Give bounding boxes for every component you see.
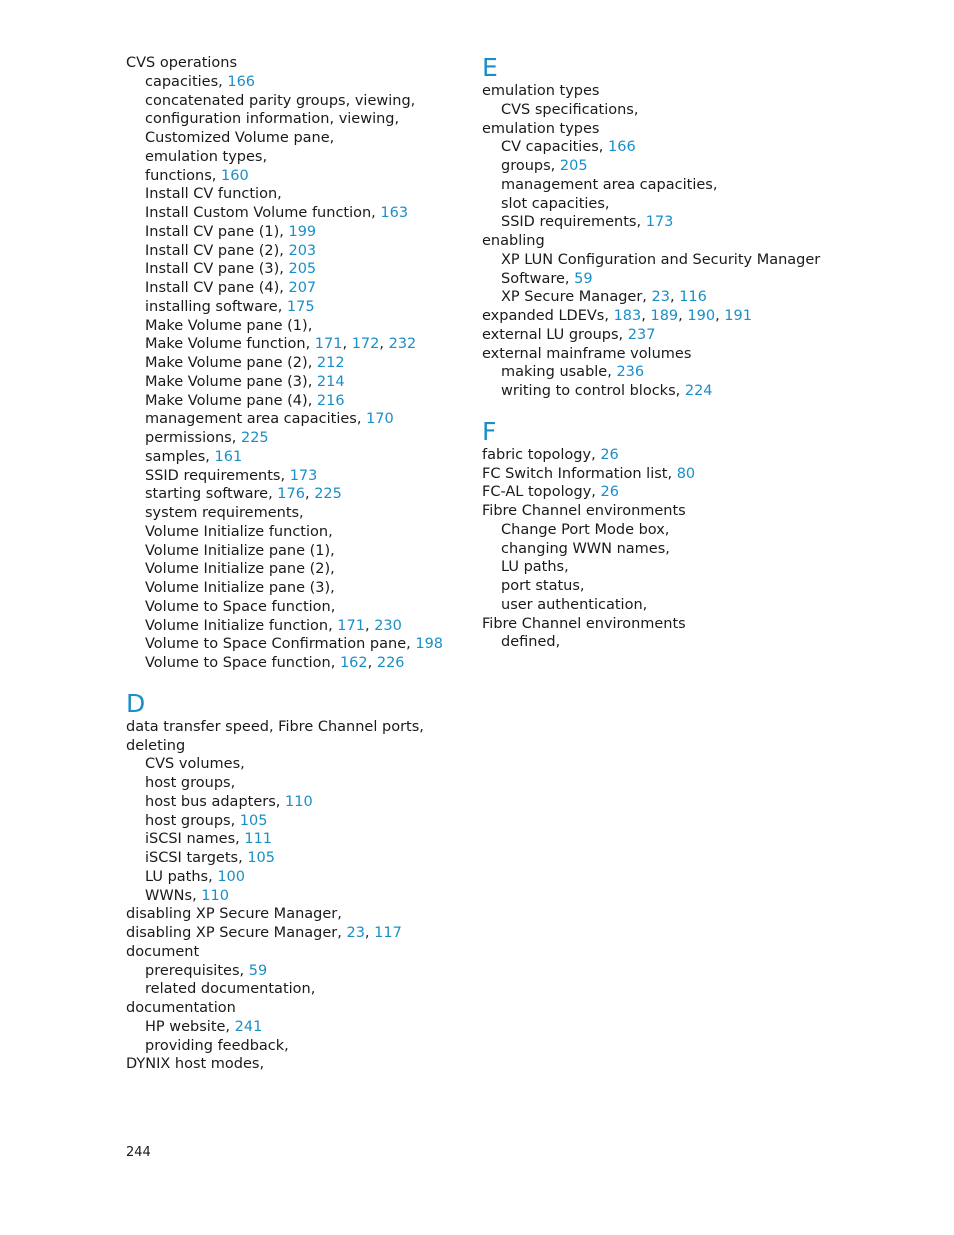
index-entry — [126, 54, 466, 73]
entry-term: Make Volume pane (2), — [145, 355, 317, 371]
page-link[interactable]: 162 — [339, 655, 368, 671]
section-letter-heading: E — [482, 53, 498, 82]
index-subentry — [126, 148, 466, 167]
entry-term: document — [126, 943, 200, 960]
entry-term: Volume Initialize function, — [145, 617, 338, 634]
entry-term: related documentation, — [145, 981, 316, 998]
index-subentry — [126, 755, 466, 774]
entry-term: user authentication, — [501, 596, 648, 613]
index-subentry — [482, 195, 882, 214]
index-subentry — [126, 812, 466, 831]
index-subentry — [126, 962, 466, 981]
page-link[interactable]: 189 — [650, 308, 679, 324]
page-link[interactable]: 166 — [227, 73, 256, 90]
index-entry — [126, 718, 466, 737]
entry-term: groups, — [501, 158, 560, 174]
entry-term: samples, — [145, 448, 215, 465]
index-subentry — [482, 577, 882, 596]
index-subentry — [126, 73, 466, 92]
section-letter-heading: D — [126, 688, 146, 718]
index-subentry — [126, 110, 466, 129]
entry-term: Install CV pane (4), — [145, 280, 289, 296]
index-entry — [126, 1055, 466, 1074]
entry-term: host groups, — [145, 812, 240, 829]
section-letter-heading: F — [482, 416, 497, 446]
page-link[interactable]: 216 — [316, 392, 345, 409]
entry-term: Fibre Channel environments — [482, 503, 686, 519]
index-subentry — [126, 793, 466, 812]
page-link[interactable]: 23 — [651, 289, 670, 306]
index-subentry — [126, 204, 466, 223]
index-subentry — [126, 392, 466, 411]
index-subentry — [126, 335, 466, 354]
entry-term: external LU groups, — [482, 326, 628, 343]
index-entry — [482, 615, 882, 634]
page-separator: , — [678, 308, 688, 324]
index-subentry — [126, 774, 466, 793]
index-entry — [482, 326, 882, 345]
entry-term: Volume to Space function, — [145, 598, 336, 615]
entry-term: Software, — [501, 270, 575, 287]
entry-term: writing to control blocks, — [501, 383, 685, 399]
entry-term: providing feedback, — [145, 1037, 289, 1054]
entry-term: Install CV pane (1), — [145, 223, 289, 240]
page-link[interactable]: 191 — [724, 308, 752, 324]
index-subentry — [126, 654, 466, 673]
page-number: 244 — [126, 1145, 151, 1160]
page-link[interactable]: 214 — [316, 373, 345, 390]
page-link[interactable]: 173 — [289, 467, 318, 484]
index-entry — [482, 465, 882, 484]
entry-term: port status, — [501, 578, 585, 594]
entry-term: iSCSI targets, — [145, 850, 248, 866]
entry-term: host bus adapters, — [145, 793, 285, 810]
entry-term: SSID requirements, — [501, 214, 646, 231]
entry-term: documentation — [126, 1000, 236, 1016]
page-link[interactable]: 183 — [613, 308, 642, 324]
index-section-f — [482, 418, 882, 652]
index-entry — [126, 924, 466, 943]
page-link[interactable]: 105 — [239, 812, 268, 829]
page-link[interactable]: 172 — [351, 336, 380, 353]
index-entry — [126, 999, 466, 1018]
entry-term: WWNs, — [145, 887, 202, 904]
index-entry — [126, 905, 466, 924]
page-link[interactable]: 117 — [374, 925, 402, 941]
page-link[interactable]: 236 — [616, 364, 645, 381]
entry-term: data transfer speed, Fibre Channel ports, — [126, 718, 424, 735]
entry-term: Change Port Mode box, — [501, 521, 670, 538]
index-subentry — [126, 242, 466, 261]
index-subentry — [482, 363, 882, 382]
index-entry — [126, 943, 466, 962]
page-link[interactable]: 171 — [314, 336, 343, 353]
page-separator: , — [641, 308, 651, 324]
entry-term: CV capacities, — [501, 139, 609, 156]
entry-term: HP website, — [145, 1018, 235, 1035]
entry-term: management area capacities, — [145, 411, 367, 428]
entry-term: Install CV function, — [145, 186, 282, 203]
entry-term: changing WWN names, — [501, 540, 670, 557]
page-link[interactable]: 226 — [376, 655, 405, 671]
index-subentry — [126, 523, 466, 542]
index-section-d — [126, 690, 466, 1074]
entry-term: functions, — [145, 167, 222, 184]
page-link[interactable]: 160 — [221, 167, 249, 184]
index-subentry — [126, 887, 466, 906]
page-link[interactable]: 110 — [285, 793, 313, 810]
entry-term: emulation types, — [145, 148, 268, 165]
page-separator: , — [304, 486, 315, 503]
page-link[interactable]: 161 — [214, 448, 243, 465]
index-subentry — [126, 448, 466, 467]
page-link[interactable]: 176 — [277, 486, 305, 503]
entry-term: Make Volume pane (3), — [145, 373, 317, 390]
entry-term: permissions, — [145, 430, 241, 446]
index-subentry — [482, 288, 882, 307]
index-section-e — [482, 54, 882, 401]
entry-term: LU paths, — [145, 868, 218, 885]
page-separator: , — [364, 925, 375, 941]
entry-term: management area capacities, — [501, 176, 718, 193]
entry-term: Volume to Space function, — [145, 655, 340, 671]
page-separator: , — [715, 308, 725, 324]
page-link[interactable]: 59 — [248, 962, 268, 979]
index-subentry — [126, 373, 466, 392]
index-subentry — [482, 270, 882, 289]
page-link[interactable]: 26 — [600, 446, 619, 463]
entry-term: prerequisites, — [145, 962, 249, 979]
entry-term: Volume Initialize pane (2), — [145, 561, 335, 578]
index-subentry — [126, 980, 466, 999]
index-subentry — [126, 635, 466, 654]
page-link[interactable]: 198 — [415, 636, 444, 653]
page-separator: , — [364, 617, 375, 634]
entry-term: expanded LDEVs, — [482, 308, 614, 324]
entry-term: disabling XP Secure Manager, — [126, 906, 342, 923]
index-entry — [482, 307, 882, 326]
page-separator: , — [379, 336, 389, 353]
page-link[interactable]: 207 — [288, 280, 317, 296]
entry-term: CVS specifications, — [501, 101, 639, 118]
entry-term: deleting — [126, 737, 186, 754]
entry-term: external mainframe volumes — [482, 345, 692, 362]
index-subentry — [482, 521, 882, 540]
index-subentry — [126, 1018, 466, 1037]
index-subentry — [482, 213, 882, 232]
page-link[interactable]: 110 — [201, 887, 229, 904]
page-link[interactable]: 163 — [380, 205, 409, 221]
entry-term: FC-AL topology, — [482, 484, 601, 501]
entry-term: defined, — [501, 634, 561, 651]
index-subentry — [126, 354, 466, 373]
page-link[interactable]: 80 — [676, 465, 696, 482]
index-entry — [482, 483, 882, 502]
index-column-left — [126, 54, 466, 1074]
page-link[interactable]: 199 — [288, 223, 317, 240]
page-link[interactable]: 230 — [374, 617, 402, 634]
page-link[interactable]: 170 — [366, 411, 394, 428]
index-entry — [126, 737, 466, 756]
entry-term: Make Volume pane (4), — [145, 392, 317, 409]
index-entry — [482, 232, 882, 251]
index-subentry — [482, 382, 882, 401]
page-link[interactable]: 166 — [608, 139, 636, 156]
entry-term: Volume to Space Confirmation pane, — [145, 636, 416, 653]
page-link[interactable]: 205 — [288, 261, 317, 278]
page-link[interactable]: 224 — [684, 383, 713, 399]
page-link[interactable]: 173 — [645, 214, 674, 231]
page-link[interactable]: 241 — [234, 1018, 263, 1035]
page-link[interactable]: 171 — [337, 617, 365, 634]
page-separator: , — [669, 289, 680, 306]
index-entry — [482, 82, 882, 101]
page-link[interactable]: 237 — [627, 326, 656, 343]
page-link[interactable]: 111 — [244, 831, 273, 848]
index-subentry — [482, 101, 882, 120]
entry-term: installing software, — [145, 298, 287, 315]
entry-term: system requirements, — [145, 505, 304, 521]
entry-term: emulation types — [482, 120, 600, 137]
entry-term: enabling — [482, 233, 545, 249]
page-link[interactable]: 232 — [388, 336, 417, 353]
page-link[interactable]: 100 — [217, 868, 246, 885]
index-subentry — [126, 542, 466, 561]
index-subentry — [126, 279, 466, 298]
page-link[interactable]: 205 — [559, 158, 588, 174]
index-subentry — [482, 251, 882, 270]
page-link[interactable]: 105 — [247, 850, 275, 866]
page-link[interactable]: 26 — [600, 484, 619, 501]
entry-term: Make Volume function, — [145, 336, 315, 353]
page-link[interactable]: 190 — [687, 308, 716, 324]
entry-term: making usable, — [501, 364, 617, 381]
entry-term: concatenated parity groups, viewing, — [145, 92, 416, 109]
entry-term: Fibre Channel environments — [482, 615, 686, 632]
index-subentry — [126, 617, 466, 636]
index-subentry — [126, 317, 466, 336]
entry-term: fabric topology, — [482, 446, 601, 463]
page-link[interactable]: 225 — [314, 486, 342, 503]
entry-term: Make Volume pane (1), — [145, 317, 313, 334]
index-subentry — [126, 467, 466, 486]
index-subentry — [126, 849, 466, 868]
section-gap — [126, 673, 466, 690]
entry-term: Volume Initialize pane (3), — [145, 580, 335, 596]
index-subentry — [482, 596, 882, 615]
entry-term: Install CV pane (3), — [145, 261, 289, 278]
index-subentry — [126, 167, 466, 186]
entry-term: CVS volumes, — [145, 756, 245, 773]
section-gap — [482, 401, 882, 418]
index-entry — [482, 345, 882, 364]
entry-term: Volume Initialize pane (1), — [145, 542, 335, 559]
index-subentry — [482, 176, 882, 195]
page-separator: , — [342, 336, 352, 353]
index-subentry — [126, 598, 466, 617]
entry-term: XP LUN Configuration and Security Manager — [501, 251, 821, 268]
index-subentry — [482, 138, 882, 157]
entry-term: configuration information, viewing, — [145, 111, 400, 128]
page-link[interactable]: 59 — [574, 270, 593, 287]
index-entry — [482, 120, 882, 139]
entry-term: LU paths, — [501, 559, 569, 576]
entry-term: CVS operations — [126, 55, 238, 71]
index-entry — [482, 446, 882, 465]
entry-term: emulation types — [482, 83, 600, 99]
index-subentry — [126, 129, 466, 148]
page-link[interactable]: 23 — [346, 925, 365, 941]
entry-term: DYNIX host modes, — [126, 1056, 265, 1073]
index-subentry — [126, 223, 466, 242]
index-subentry — [126, 260, 466, 279]
index-section-continued — [126, 54, 466, 673]
entry-term: Install Custom Volume function, — [145, 205, 381, 221]
entry-term: Volume Initialize function, — [145, 523, 333, 540]
index-subentry — [126, 830, 466, 849]
index-subentry — [126, 560, 466, 579]
index-subentry — [126, 410, 466, 429]
index-subentry — [482, 540, 882, 559]
entry-term: XP Secure Manager, — [501, 289, 652, 306]
index-subentry — [126, 429, 466, 448]
index-subentry — [126, 1037, 466, 1056]
entry-term: disabling XP Secure Manager, — [126, 925, 347, 941]
index-subentry — [126, 504, 466, 523]
page-separator: , — [367, 655, 377, 671]
index-subentry — [482, 633, 882, 652]
index-subentry — [126, 185, 466, 204]
entry-term: FC Switch Information list, — [482, 465, 677, 482]
index-column-right — [482, 54, 882, 652]
index-subentry — [126, 298, 466, 317]
page-link[interactable]: 225 — [240, 430, 269, 446]
entry-term: slot capacities, — [501, 195, 610, 212]
page-link[interactable]: 212 — [316, 355, 345, 371]
entry-term: Install CV pane (2), — [145, 242, 289, 259]
page-link[interactable]: 203 — [288, 242, 317, 259]
page-link[interactable]: 116 — [679, 289, 707, 306]
index-subentry — [126, 485, 466, 504]
index-subentry — [126, 579, 466, 598]
entry-term: capacities, — [145, 73, 228, 90]
entry-term: host groups, — [145, 775, 236, 791]
index-subentry — [482, 558, 882, 577]
entry-term: iSCSI names, — [145, 831, 245, 848]
index-subentry — [126, 92, 466, 111]
entry-term: starting software, — [145, 486, 278, 503]
entry-term: Customized Volume pane, — [145, 130, 335, 146]
page-link[interactable]: 175 — [286, 298, 315, 315]
index-subentry — [126, 868, 466, 887]
entry-term: SSID requirements, — [145, 467, 290, 484]
index-entry — [482, 502, 882, 521]
index-subentry — [482, 157, 882, 176]
